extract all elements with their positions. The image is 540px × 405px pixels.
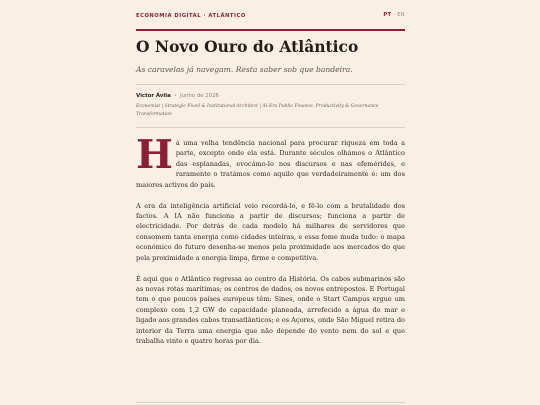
paragraph-2: A era da inteligência artificial veio recordá-lo, e fê-lo com a brutalidade dos factos. A IA não funciona a partir de discursos; funciona a partir de electricidade. Por detrás de cada modelo há milhares de servidores que consomem tanta energia como cidades inteiras, e essa fome muda tudo: o mapa económico do futuro desenha-se menos pela proximidade aos mercados do que pela proximidade a energia limpa, firme e competitiva. [136,201,405,262]
paragraph-1-text: á uma velha tendência nacional para procurar riqueza em toda a parte, excepto onde ela está. Durante séculos olhámos o Atlântico das esplanadas, evocámo-lo nos discursos e nas efemérides, e raramente o tratámos como aquilo que verdadeiramente é: um dos maiores activos do país. [136,139,405,189]
publish-date: Junho de 2026 [179,93,219,99]
lang-separator: · [393,12,396,18]
paragraph-1 [136,132,405,190]
lang-pt-link[interactable]: PT [383,12,392,18]
author-affiliation: Economist | Strategic Fixed & Institutional Architect | AI-Era Public Finance, Productivity & Governance Transformation [136,104,379,117]
article-body [136,132,405,357]
byline-dot: • [173,93,177,99]
header-rule [136,29,405,31]
lang-en-link[interactable]: EN [397,12,405,18]
article-subtitle: As caravelas já navegam. Resta saber sob que bandeira. [136,65,353,74]
footer-rule [136,402,405,403]
byline [136,93,405,99]
author-name: Victor Ávila [136,93,171,99]
byline-bottom-rule [136,127,405,128]
language-switcher [383,12,405,18]
top-bar [136,12,405,24]
byline-top-rule [136,84,405,85]
paragraph-3: É aqui que o Atlântico regressa ao centro da História. Os cabos submarinos são as novas rotas marítimas; os centros de dados, os novos entrepostos. E Portugal tem o que poucos países europeus têm: Sines, onde o Start Campus ergue um complexo com 1,2 GW de capacidade planeada, arrefecido a água do mar e ligado aos grandes cabos transatlânticos; e os Açores, onde São Miguel retira do interior da Terra uma energia que não depende do vento nem do sol e que trabalha vinte e quatro horas por dia. [136,274,405,346]
section-label: ECONOMIA DIGITAL · ATLÂNTICO [136,13,246,19]
article-title: O Novo Ouro do Atlântico [136,37,359,56]
drop-cap: H [136,132,173,178]
